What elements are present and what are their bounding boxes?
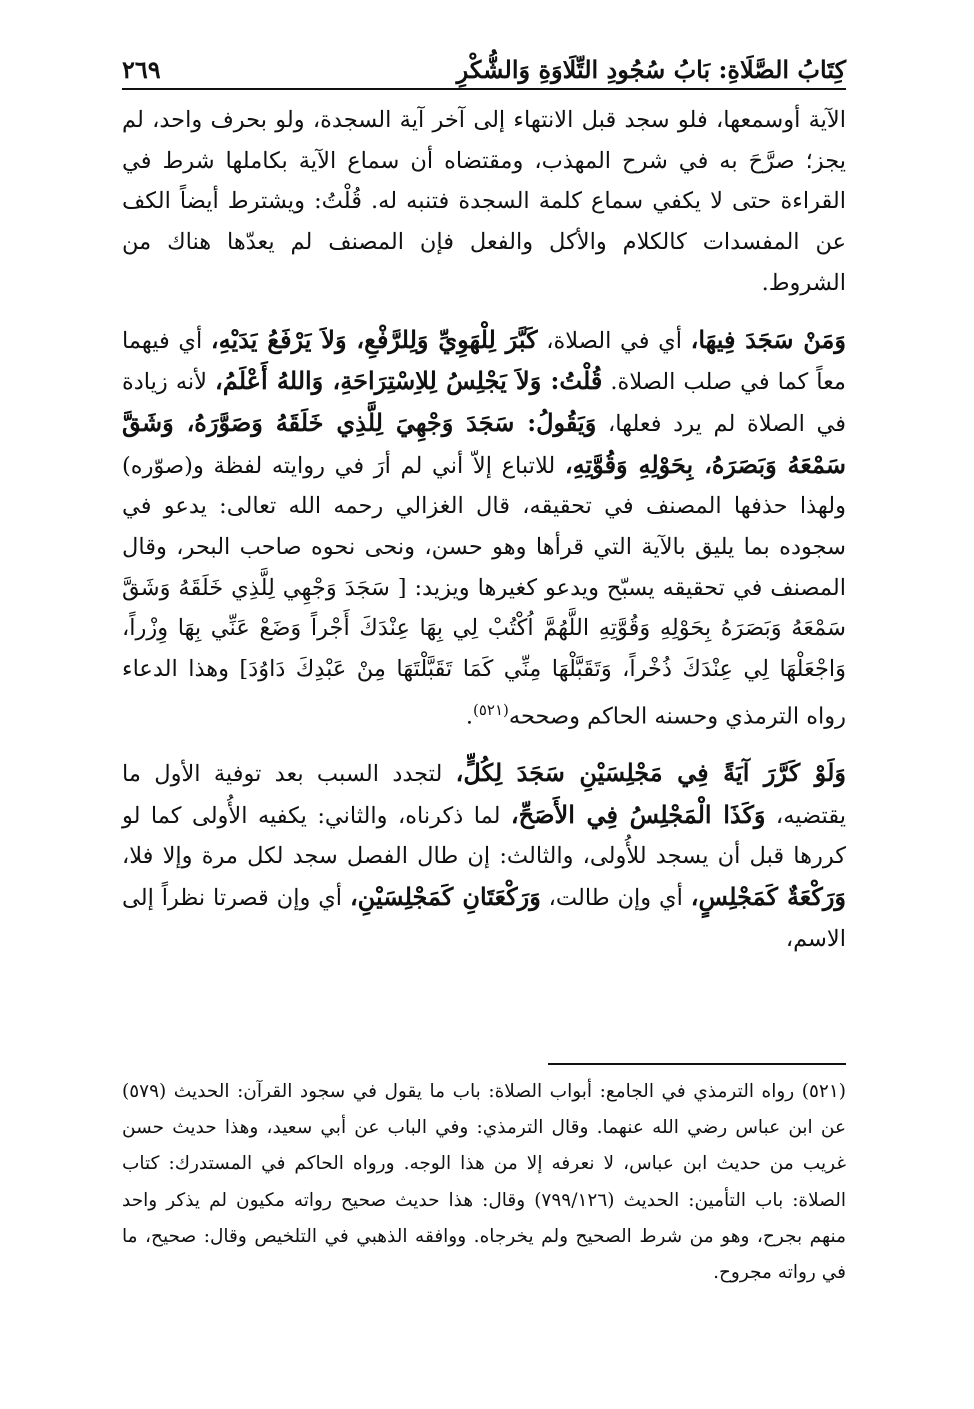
paragraph-3 [122, 753, 846, 960]
matn-2: كَبَّرَ لِلْهَوِيِّ وَلِلرَّفْعِ، وَلاَ يَرْفَعُ يَدَيْهِ، [210, 324, 538, 354]
sentence-end: . [465, 703, 473, 730]
matn-3: قُلْتُ: وَلاَ يَجْلِسُ لِلاِسْتِرَاحَةِ، وَاللهُ أَعْلَمُ، [215, 366, 603, 396]
sharh-7: أي وإن طالت، [540, 885, 691, 912]
sharh-8: أي وإن قصرتا نظراً إلى الاسم، [122, 885, 846, 952]
sharh-5: لتجدد السبب بعد توفية الأول ما يقتضيه، [122, 761, 846, 829]
sharh-4: للاتباع إلاّ أني لم أرَ في روايته لفظة و(صوّره) ولهذا حذفها المصنف في تحقيقه، قال الغزالي رحمه الله تعالى: يدعو في سجوده بما يليق بالآية التي قرأها وهو حسن، ونحى نحوه صاحب البحر، وقال المصنف في تحقيقه يسبّح ويدعو كغيرها ويزيد: [ سَجَدَ وَجْهِي لِلَّذِي خَلَقَهُ وَشَقَّ سَمْعَهُ وَبَصَرَهُ بِحَوْلِهِ وَقُوَّتِهِ اللَّهُمَّ اُكْتُبْ لِي بِهَا عِنْدَكَ أَجْراً وَضَعْ عَنِّي بِهَا وِزْراً، وَاجْعَلْهَا لِي عِنْدَكَ ذُخْراً، وَتَقَبَّلْهَا مِنِّي كَمَا تَقَبَّلْتَهَا مِنْ عَبْدِكَ دَاوُدَ] وهذا الدعاء رواه الترمذي وحسنه الحاكم وصححه [122, 452, 846, 730]
paragraph-1-text: الآية أوسمعها، فلو سجد قبل الانتهاء إلى آخر آية السجدة، ولو بحرف واحد، لم يجز؛ صرَّحَ به في شرح المهذب، ومقتضاه أن سماع الآية بكاملها شرط في القراءة حتى لا يكفي سماع كلمة السجدة فتنبه له. قُلْتُ: ويشترط أيضاً الكف عن المفسدات كالكلام والأكل والفعل فإن المصنف لم يعدّها هناك من الشروط. [122, 107, 846, 296]
paragraph-1 [122, 100, 846, 304]
footnotes [122, 1074, 846, 1291]
sharh-1: أي في الصلاة، [537, 327, 691, 354]
paragraph-2 [122, 320, 846, 738]
sharh-2: أي فيهما معاً كما في صلب الصلاة. [122, 327, 846, 396]
chapter-title: كِتَابُ الصَّلَاةِ: بَابُ سُجُودِ التِّلَاوَةِ وَالشُّكْرِ [456, 55, 846, 84]
footnote-ref[interactable]: (٥٢١) [472, 700, 509, 719]
matn-7: وَرَكْعَةٌ كَمَجْلِسٍ، [690, 882, 846, 912]
matn-4: وَيَقُولُ: سَجَدَ وَجْهِيَ لِلَّذِي خَلَقَهُ وَصَوَّرَهُ، وَشَقَّ سَمْعَهُ وَبَصَرَهُ، بِحَوْلِهِ وَقُوَّتِهِ، [122, 407, 846, 479]
sharh-3: لأنه زيادة في الصلاة لم يرد فعلها، [122, 369, 846, 437]
page-number: ٢٦٩ [122, 55, 161, 84]
page-header [122, 44, 846, 90]
sharh-6: لما ذكرناه، والثاني: يكفيه الأُولى كما لو كررها قبل أن يسجد للأُولى، والثالث: إن طال الفصل سجد لكل مرة وإلا فلا، [122, 802, 846, 870]
matn-1: وَمَنْ سَجَدَ فِيهَا، [690, 324, 846, 354]
matn-6: وَكَذَا الْمَجْلِسُ فِي الأَصَحِّ، [510, 799, 766, 829]
footnote-separator [548, 1063, 846, 1065]
matn-8: وَرَكْعَتَانِ كَمَجْلِسَيْنِ، [349, 882, 541, 912]
footnote-521: (٥٢١) رواه الترمذي في الجامع: أبواب الصلاة: باب ما يقول في سجود القرآن: الحديث (٥٧٩) عن ابن عباس رضي الله عنهما. وقال الترمذي: وفي الباب عن أبي سعيد، وهذا حديث حسن غريب من حديث ابن عباس، لا نعرفه إلا من هذا الوجه. ورواه الحاكم في المستدرك: كتاب الصلاة: باب التأمين: الحديث (٧٩٩/١٢٦) وقال: هذا حديث صحيح رواته مكيون لم يذكر واحد منهم بجرح، وهو من شرط الصحيح ولم يخرجاه. ووافقه الذهبي في التلخيص وقال: صحيح، ما في رواته مجروح. [122, 1081, 846, 1284]
matn-5: وَلَوْ كَرَّرَ آيَةً فِي مَجْلِسَيْنِ سَجَدَ لِكُلٍّ، [455, 758, 846, 788]
main-text [122, 100, 846, 960]
